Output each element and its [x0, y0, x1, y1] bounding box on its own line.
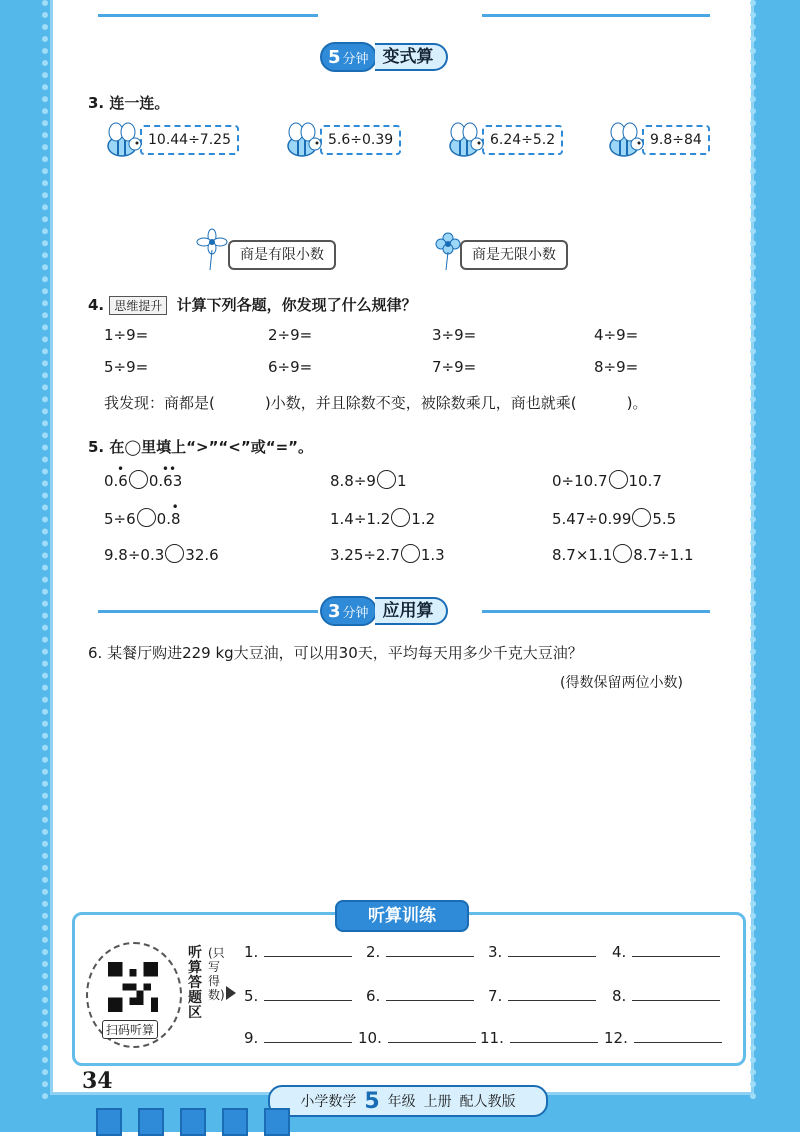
expression-1[interactable]: 10.44÷7.25 — [140, 125, 239, 155]
question-6-text: 6. 某餐厅购进229 kg大豆油，可以用30天，平均每天用多少千克大豆油？ — [88, 644, 583, 662]
rhs: 1.2 — [411, 510, 436, 528]
answer-slot-12: 12. — [604, 1028, 722, 1047]
finding-part-b: )小数，并且除数不变，被除数乘几，商也就乘( — [264, 394, 577, 412]
division-item: 2÷9= — [268, 326, 313, 344]
compare-circle[interactable] — [129, 470, 148, 489]
compare-item — [552, 544, 694, 564]
finding-part-c: )。 — [626, 394, 648, 412]
question-number: 4. — [88, 296, 105, 314]
compare-circle[interactable] — [377, 470, 396, 489]
lhs: 0÷10.7 — [552, 472, 608, 490]
timer-badge — [320, 42, 377, 72]
bee-card — [282, 124, 401, 156]
expression-3[interactable]: 6.24÷5.2 — [482, 125, 563, 155]
compare-circle[interactable] — [401, 544, 420, 563]
bee-icon — [282, 118, 326, 162]
question-text: 计算下列各题，你发现了什么规律？ — [176, 296, 417, 314]
question-6-note: (得数保留两位小数) — [560, 675, 683, 691]
subject: 小学数学 — [300, 1094, 357, 1110]
book-info — [268, 1085, 548, 1117]
volume: 上册 — [423, 1094, 452, 1110]
rhs: 1 — [396, 472, 407, 490]
compare-circle[interactable] — [613, 544, 632, 563]
rhs: 0.63 •• — [148, 462, 183, 490]
timer-minutes: 3 — [328, 600, 341, 622]
listening-title: 听算训练 — [335, 900, 469, 932]
compare-item — [104, 462, 183, 490]
answer-slot-6: 6. — [366, 986, 474, 1005]
rhs: 32.6 — [185, 546, 219, 564]
division-item: 3÷9= — [432, 326, 477, 344]
answer-line[interactable] — [632, 942, 720, 957]
qr-code-icon[interactable] — [108, 962, 158, 1012]
answer-line[interactable] — [508, 986, 596, 1001]
answer-slot-7: 7. — [488, 986, 596, 1005]
division-item: 4÷9= — [594, 326, 639, 344]
section-divider — [482, 610, 710, 613]
answer-space[interactable] — [88, 700, 728, 880]
qr-label: 扫码听算 — [102, 1020, 158, 1039]
arrow-right-icon — [226, 986, 236, 1000]
expression-4[interactable]: 9.8÷84 — [642, 125, 710, 155]
answer-line[interactable] — [632, 986, 720, 1001]
bee-icon — [604, 118, 648, 162]
compare-item — [552, 470, 662, 490]
timer-minutes: 5 — [328, 46, 341, 68]
lhs: 3.25÷2.7 — [330, 546, 400, 564]
bee-card — [444, 124, 563, 156]
lhs: 5÷6 — [104, 510, 136, 528]
compare-circle[interactable] — [391, 508, 410, 527]
page-number: 34 — [82, 1068, 113, 1094]
division-item: 6÷9= — [268, 358, 313, 376]
division-item: 8÷9= — [594, 358, 639, 376]
question-5-label: 5. 在◯里填上“>”“<”或“=”。 — [88, 438, 314, 456]
section-title: 应用算 — [375, 597, 448, 625]
answer-slot-2: 2. — [366, 942, 474, 961]
answer-slot-3: 3. — [488, 942, 596, 961]
section-header-1 — [320, 42, 448, 72]
bee-card — [604, 124, 710, 156]
answer-area-note: (只写得数) — [208, 946, 225, 1002]
compare-circle[interactable] — [165, 544, 184, 563]
question-3-label: 3. 连一连。 — [88, 94, 170, 112]
rhs: 5.5 — [652, 510, 677, 528]
lhs: 1.4÷1.2 — [330, 510, 391, 528]
answer-slot-9: 9. — [244, 1028, 352, 1047]
section-header-2 — [320, 596, 448, 626]
finding-part-a: 我发现：商都是( — [104, 394, 215, 412]
answer-infinite-decimal[interactable]: 商是无限小数 — [460, 240, 568, 270]
bee-icon — [102, 118, 146, 162]
answer-slot-1: 1. — [244, 942, 352, 961]
division-item: 5÷9= — [104, 358, 149, 376]
compare-item — [104, 544, 219, 564]
question-4-label — [88, 294, 417, 315]
section-divider — [98, 610, 318, 613]
finding-sentence — [104, 392, 647, 413]
lhs: 9.8÷0.3 — [104, 546, 165, 564]
section-divider — [98, 14, 318, 17]
compare-item — [104, 500, 181, 528]
timer-unit: 分钟 — [342, 51, 369, 67]
answer-area-label: 听算答题区 — [188, 945, 202, 1021]
answer-line[interactable] — [634, 1028, 722, 1043]
compare-item — [330, 470, 407, 490]
rhs: 8.7÷1.1 — [633, 546, 694, 564]
compare-item — [330, 508, 435, 528]
answer-line[interactable] — [388, 1028, 476, 1043]
rhs: 0.8 • — [156, 500, 181, 528]
division-item: 7÷9= — [432, 358, 477, 376]
answer-line[interactable] — [386, 942, 474, 957]
grade-number: 5 — [364, 1088, 380, 1114]
answer-line[interactable] — [508, 942, 596, 957]
answer-slot-8: 8. — [612, 986, 720, 1005]
timer-unit: 分钟 — [342, 605, 369, 621]
compare-item — [330, 544, 445, 564]
thinking-tag: 思维提升 — [109, 296, 167, 315]
answer-line[interactable] — [264, 942, 352, 957]
answer-slot-5: 5. — [244, 986, 352, 1005]
answer-line[interactable] — [264, 1028, 352, 1043]
answer-slot-11: 11. — [480, 1028, 598, 1047]
lhs: 5.47÷0.99 — [552, 510, 632, 528]
compare-circle[interactable] — [137, 508, 156, 527]
rhs: 1.3 — [420, 546, 445, 564]
flower-icon — [424, 230, 464, 272]
grade-unit: 年级 — [387, 1094, 416, 1110]
division-item: 1÷9= — [104, 326, 149, 344]
answer-slot-10: 10. — [358, 1028, 476, 1047]
answer-line[interactable] — [510, 1028, 598, 1043]
compare-circle[interactable] — [632, 508, 651, 527]
section-divider — [482, 14, 710, 17]
timer-badge — [320, 596, 377, 626]
lhs: 8.8÷9 — [330, 472, 376, 490]
answer-line[interactable] — [264, 986, 352, 1001]
lhs: 8.7×1.1 — [552, 546, 613, 564]
edition: 配人教版 — [459, 1094, 516, 1110]
answer-line[interactable] — [386, 986, 474, 1001]
answer-finite-decimal[interactable]: 商是有限小数 — [228, 240, 336, 270]
bee-icon — [444, 118, 488, 162]
lhs: 0.6 • — [104, 462, 128, 490]
expression-2[interactable]: 5.6÷0.39 — [320, 125, 401, 155]
compare-item — [552, 508, 676, 528]
answer-slot-4: 4. — [612, 942, 720, 961]
compare-circle[interactable] — [609, 470, 628, 489]
section-title: 变式算 — [375, 43, 448, 71]
flower-icon — [190, 228, 230, 272]
rhs: 10.7 — [628, 472, 662, 490]
bee-card — [102, 124, 239, 156]
